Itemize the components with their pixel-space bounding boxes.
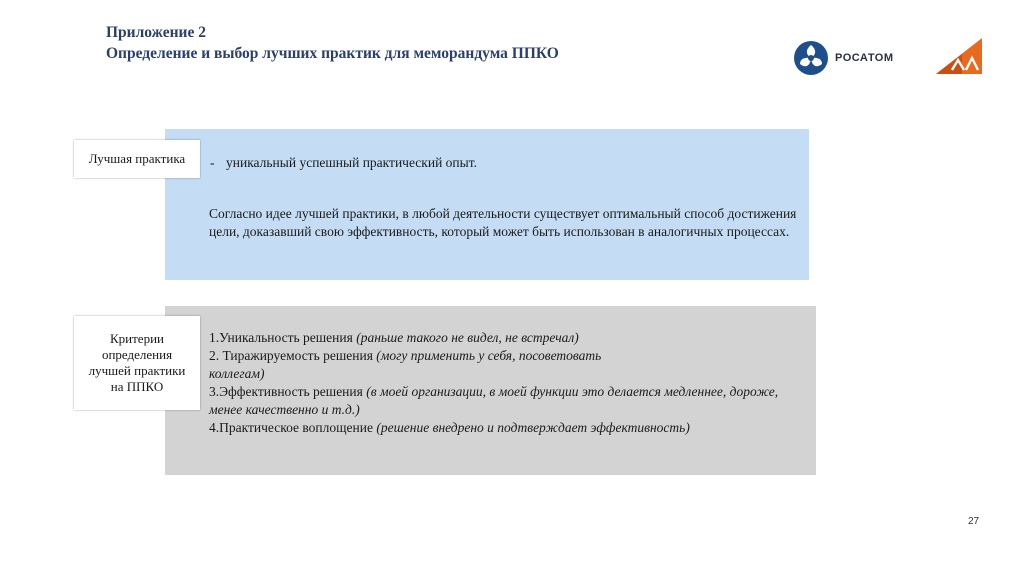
page-number: 27 bbox=[968, 516, 980, 527]
page-title bbox=[106, 22, 559, 64]
title-line-2: Определение и выбор лучших практик для меморандума ППКО bbox=[106, 45, 559, 62]
rosatom-logo bbox=[793, 38, 903, 78]
criteria-list bbox=[209, 329, 799, 437]
title-line-1: Приложение 2 bbox=[106, 24, 206, 41]
best-practice-bullet bbox=[210, 154, 477, 172]
criteria-label: Критерии определения лучшей практики на ППКО bbox=[74, 316, 200, 410]
rosatom-wordmark: РОСАТОМ bbox=[835, 52, 894, 64]
nsr-logo bbox=[932, 36, 984, 76]
criteria-item: 4.Практическое воплощение (решение внедрено и подтверждает эффективность) bbox=[209, 420, 690, 435]
rosatom-atom-icon bbox=[793, 40, 829, 76]
criteria-item: 1.Уникальность решения (раньше такого не видел, не встречал) bbox=[209, 330, 579, 345]
dash-marker: - bbox=[210, 155, 215, 170]
nsr-icon bbox=[932, 36, 984, 76]
criteria-item: 3.Эффективность решения (в моей организации, в моей функции это делается медленнее, дороже, менее качественно и т.д.) bbox=[209, 384, 779, 417]
best-practice-definition: Согласно идее лучшей практики, в любой деятельности существует оптимальный способ достижения цели, доказавший свою эффективность, который может быть использован в аналогичных процессах. bbox=[209, 206, 797, 239]
criteria-item: 2. Тиражируемость решения (могу применить у себя, посоветовать коллегам) bbox=[209, 348, 602, 381]
best-practice-label: Лучшая практика bbox=[74, 140, 200, 178]
best-practice-bullet-text: уникальный успешный практический опыт. bbox=[226, 155, 477, 170]
